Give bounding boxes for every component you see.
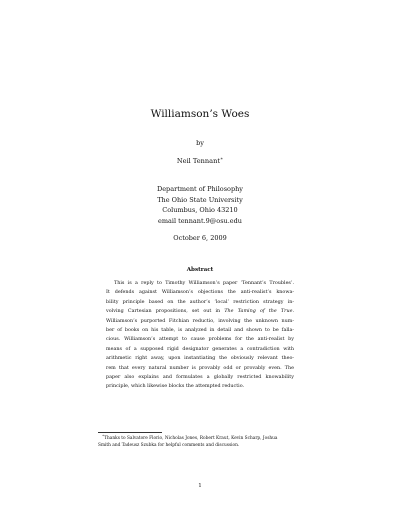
abstract-heading: Abstract xyxy=(186,267,214,273)
abstract-line: principle, which likewise blocks the attempted reductio. xyxy=(106,383,245,390)
department: Department of Philosophy xyxy=(157,185,243,193)
abstract-body xyxy=(106,279,294,392)
author-footnote-mark: ∗ xyxy=(220,156,224,162)
paper-date: October 6, 2009 xyxy=(173,234,227,242)
footnote-mark: ∗ xyxy=(102,433,105,438)
footnote-line-text: Thanks to Salvatore Florio, Nicholas Jones, Robert Kraut, Kevin Scharp, Joshua xyxy=(104,436,278,441)
footnote-rule xyxy=(98,432,162,433)
abstract-line: means of a supposed rigid designator generates a contradiction with xyxy=(106,345,294,352)
email: email tennant.9@osu.edu xyxy=(157,216,242,225)
book-title: The Taming of the True xyxy=(224,308,293,315)
abstract-line: It defends against Williamson’s objections the anti-realist’s knowa- xyxy=(106,289,294,296)
university: The Ohio State University xyxy=(157,195,243,204)
abstract-line-text: volving Cartesian propositions, set out in xyxy=(106,308,225,315)
abstract-line xyxy=(106,307,294,316)
author-name-text: Neil Tennant xyxy=(176,157,221,165)
page-number: 1 xyxy=(198,483,202,489)
abstract-line: Williamson’s purported Fitchian reductio, involving the unknown num- xyxy=(106,317,294,324)
abstract-line: ber of books on his table, is analyzed in detail and shown to be falla- xyxy=(106,327,294,334)
abstract-line: bility principle based on the author’s ‘local’ restriction strategy in- xyxy=(106,298,294,305)
book-title-suffix: . xyxy=(292,308,295,315)
abstract-line: cious. Williamson’s attempt to cause problems for the anti-realist by xyxy=(106,336,294,343)
footnote-line xyxy=(98,435,304,442)
abstract-line: rem that every natural number is provably odd or provably even. The xyxy=(106,364,294,371)
abstract-line: arithmetic right away, upon instantiating the obviously relevant theo- xyxy=(106,355,294,362)
city: Columbus, Ohio 43210 xyxy=(162,206,238,214)
affiliation-block xyxy=(0,184,400,226)
author-name xyxy=(0,157,400,165)
abstract-line: paper also explains and formulates a globally restricted knowability xyxy=(106,374,294,381)
paper-title: Williamson’s Woes xyxy=(150,108,250,120)
byline-word: by xyxy=(196,139,204,147)
footnote-line: Smith and Tadeusz Szubka for helpful comments and discussion. xyxy=(98,443,240,449)
footnote xyxy=(98,435,304,449)
abstract-line: This is a reply to Timothy Williamson’s paper ‘Tennant’s Troubles’. xyxy=(114,280,294,286)
